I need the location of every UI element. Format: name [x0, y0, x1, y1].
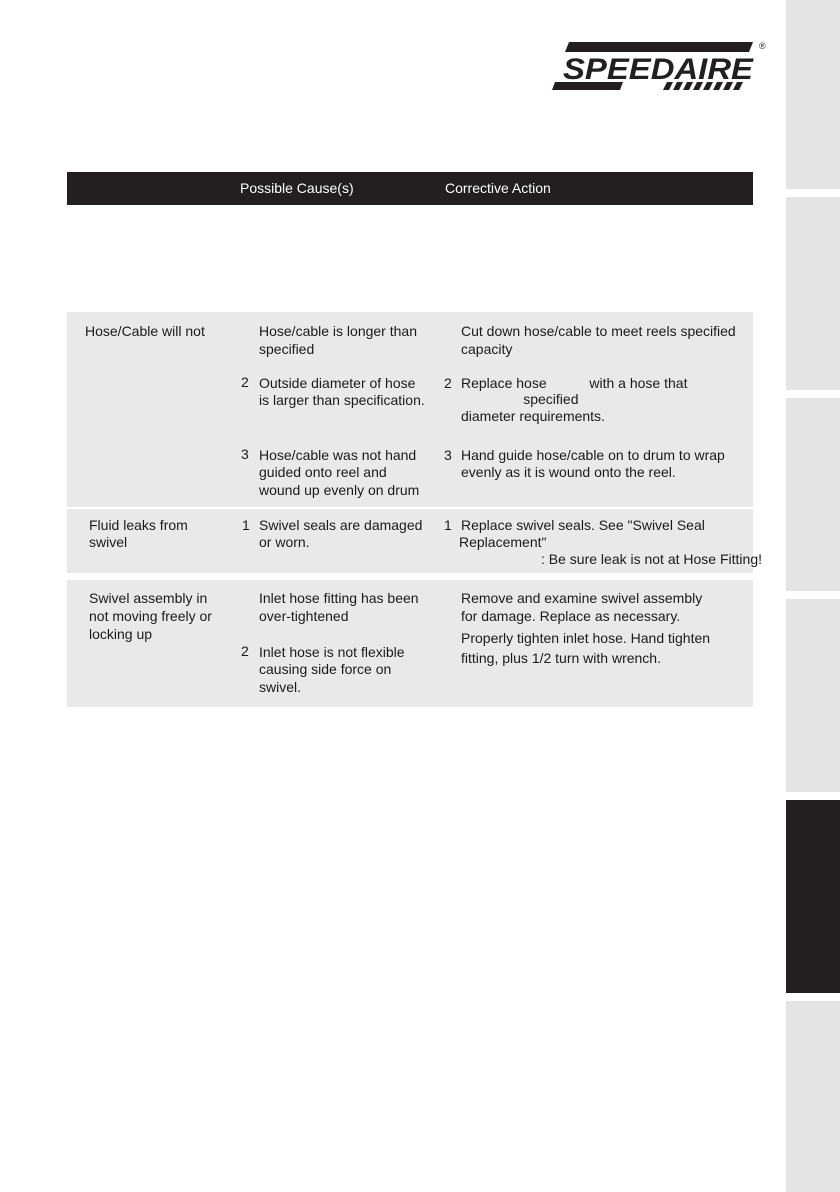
cause-number: 1	[242, 517, 250, 533]
header-corrective-action: Corrective Action	[445, 180, 551, 196]
action-text: for damage. Replace as necessary.	[461, 608, 681, 624]
cause-text: is larger than specification.	[259, 392, 425, 408]
cause-text: guided onto reel and	[259, 464, 387, 480]
section-tab-active[interactable]	[786, 800, 840, 993]
action-text: Replace swivel seals. See "Swivel Seal	[461, 517, 705, 533]
cause-text: over-tightened	[259, 608, 349, 624]
cause-text: or worn.	[259, 534, 310, 550]
cause-text: wound up evenly on drum	[259, 482, 420, 498]
speedaire-logo	[551, 40, 773, 92]
cause-number: 3	[241, 446, 249, 462]
problem-text: swivel	[89, 534, 128, 550]
logo-wordmark: SPEEDAIRE	[563, 53, 755, 86]
header-possible-cause: Possible Cause(s)	[240, 180, 354, 196]
cause-text: causing side force on	[259, 661, 392, 677]
action-number: 1	[444, 517, 452, 533]
cause-text: Hose/cable is longer than	[259, 323, 417, 339]
action-text: : Be sure leak is not at Hose Fitting!	[541, 551, 762, 567]
action-text: Replace hose with a hose that	[461, 375, 688, 391]
action-text: evenly as it is wound onto the reel.	[461, 464, 676, 480]
section-tab[interactable]	[786, 599, 840, 792]
cause-text: Inlet hose is not flexible	[259, 644, 405, 660]
cause-number: 2	[241, 374, 249, 390]
action-text: specified	[461, 391, 579, 407]
section-tab[interactable]	[786, 0, 840, 189]
table-header	[67, 172, 753, 205]
registered-mark: ®	[759, 41, 766, 51]
cause-text: swivel.	[259, 679, 302, 695]
action-text: Hand guide hose/cable on to drum to wrap	[461, 447, 725, 463]
cause-text: Outside diameter of hose	[259, 375, 416, 391]
action-text: Properly tighten inlet hose. Hand tighten	[461, 630, 711, 646]
cause-text: Hose/cable was not hand	[259, 447, 417, 463]
action-text: Replacement"	[459, 534, 547, 550]
problem-text: locking up	[89, 626, 153, 642]
cause-text: specified	[259, 341, 315, 357]
section-tab[interactable]	[786, 1001, 840, 1192]
cause-number: 2	[241, 643, 249, 659]
section-tab[interactable]	[786, 398, 840, 591]
cause-text: Inlet hose fitting has been	[259, 590, 419, 606]
section-tab[interactable]	[786, 197, 840, 390]
problem-text: Hose/Cable will not	[85, 323, 205, 339]
action-text: Remove and examine swivel assembly	[461, 590, 703, 606]
problem-text: Fluid leaks from	[89, 517, 188, 533]
problem-text: not moving freely or	[89, 608, 212, 624]
cause-text: Swivel seals are damaged	[259, 517, 423, 533]
action-text: capacity	[461, 341, 513, 357]
action-text: fitting, plus 1/2 turn with wrench.	[461, 650, 661, 666]
action-text: Cut down hose/cable to meet reels specified	[461, 323, 736, 339]
action-text: diameter requirements.	[461, 408, 605, 424]
problem-text: Swivel assembly in	[89, 590, 208, 606]
action-number: 3	[444, 447, 452, 463]
action-number: 2	[444, 375, 452, 391]
